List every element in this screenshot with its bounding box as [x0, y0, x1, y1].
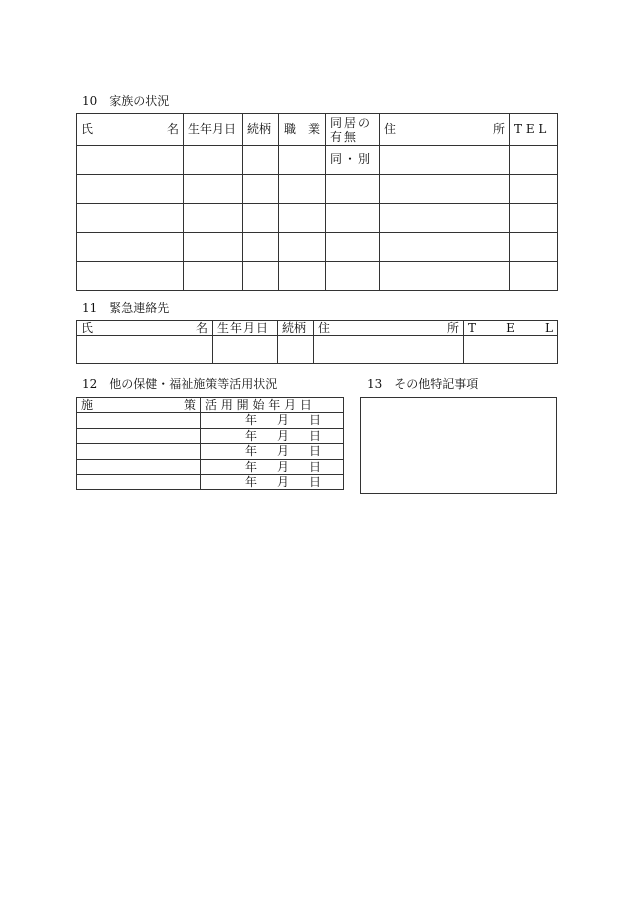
emergency-header-address: 住 所 [314, 321, 464, 336]
welfare-cell-policy[interactable] [77, 474, 201, 489]
emergency-cell-name[interactable] [77, 336, 213, 364]
family-header-cohabit: 同居の有無 [326, 114, 380, 146]
family-header-address: 住 所 [380, 114, 510, 146]
welfare-row [77, 474, 344, 489]
welfare-cell-date[interactable]: 年 月 日 [201, 444, 344, 459]
family-cell-name[interactable] [77, 146, 184, 175]
welfare-cell-date[interactable]: 年 月 日 [201, 428, 344, 443]
family-row [77, 175, 558, 204]
welfare-row [77, 459, 344, 474]
welfare-row [77, 444, 344, 459]
family-header-birth: 生年月日 [184, 114, 243, 146]
welfare-heading: 12 他の保健・福祉施策等活用状況 [82, 377, 278, 391]
emergency-cell-birth[interactable] [213, 336, 278, 364]
welfare-cell-policy[interactable] [77, 444, 201, 459]
emergency-cell-relation[interactable] [278, 336, 314, 364]
welfare-header-start: 活 用 開 始 年 月 日 [201, 398, 344, 413]
welfare-row [77, 428, 344, 443]
welfare-cell-date[interactable]: 年 月 日 [201, 459, 344, 474]
family-row [77, 233, 558, 262]
family-row [77, 262, 558, 291]
emergency-header-birth: 生年月日 [213, 321, 278, 336]
emergency-cell-address[interactable] [314, 336, 464, 364]
family-header-name: 氏 名 [77, 114, 184, 146]
emergency-table [76, 320, 558, 364]
welfare-cell-policy[interactable] [77, 459, 201, 474]
welfare-table [76, 397, 344, 490]
family-heading: 10 家族の状況 [82, 94, 170, 108]
emergency-cell-tel[interactable] [464, 336, 558, 364]
other-heading: 13 その他特記事項 [367, 377, 479, 391]
family-cell-cohabit[interactable]: 同・別 [326, 146, 380, 175]
family-cell-address[interactable] [380, 146, 510, 175]
family-header-relation: 続柄 [243, 114, 279, 146]
welfare-cell-date[interactable]: 年 月 日 [201, 413, 344, 428]
family-cell-birth[interactable] [184, 146, 243, 175]
family-cell-relation[interactable] [243, 146, 279, 175]
welfare-cell-policy[interactable] [77, 413, 201, 428]
family-cell-job[interactable] [279, 146, 326, 175]
family-header-tel: T E L [510, 114, 558, 146]
family-table [76, 113, 558, 291]
emergency-header-tel: T E L [464, 321, 558, 336]
family-header-job: 職 業 [279, 114, 326, 146]
welfare-row [77, 413, 344, 428]
emergency-row [77, 336, 558, 364]
welfare-cell-date[interactable]: 年 月 日 [201, 474, 344, 489]
welfare-header-policy: 施 策 [77, 398, 201, 413]
other-notes-box[interactable] [360, 397, 557, 494]
family-row [77, 204, 558, 233]
emergency-header-relation: 続柄 [278, 321, 314, 336]
emergency-heading: 11 緊急連絡先 [82, 301, 170, 315]
welfare-cell-policy[interactable] [77, 428, 201, 443]
emergency-header-name: 氏 名 [77, 321, 213, 336]
family-row [77, 146, 558, 175]
family-cell-tel[interactable] [510, 146, 558, 175]
